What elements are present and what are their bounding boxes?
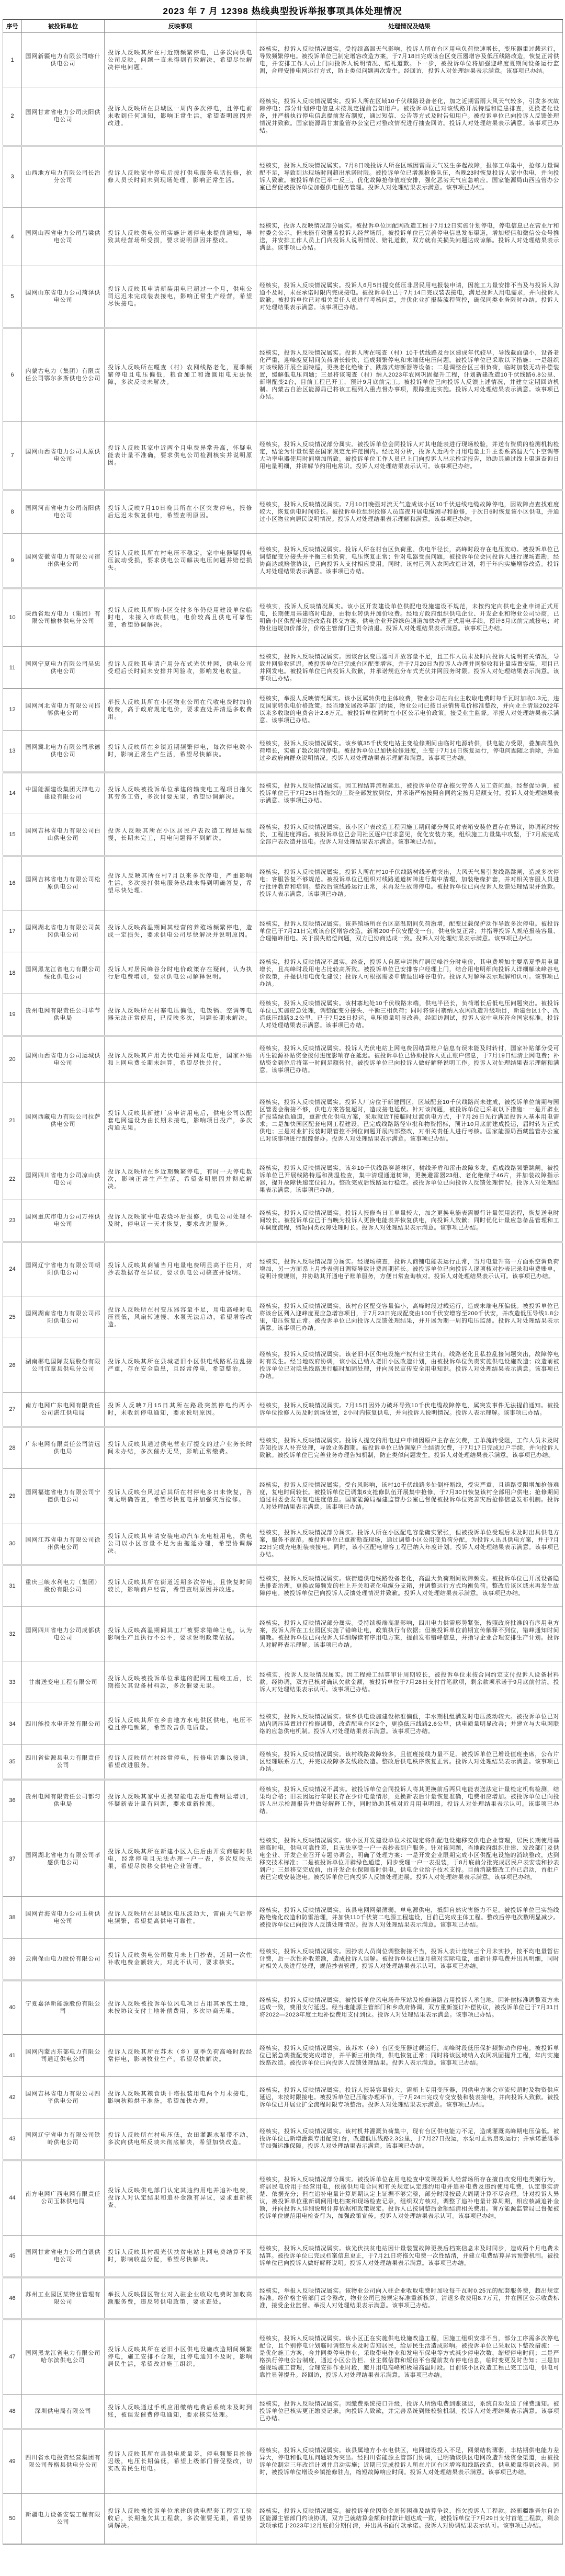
table-row <box>3 2077 563 2118</box>
handling-result: 经核实，投诉人反映情况属实。该县电网网架薄弱，单电源供电，抵御自然灾害能力不足。被投诉单位已实施线路绝缘化改造和防雷治理，并加快110千伏第二电源工程建设，目前已完成主体工程。整改后停电次数明显减少。被投诉单位已向投诉人反馈处理情况。投诉人对处理结果表示满意。该事项已办结。 <box>256 1897 563 1939</box>
row-serial-number: 49 <box>3 2429 22 2494</box>
row-serial-number: 42 <box>3 2077 22 2118</box>
handling-result: 经核实，投诉人反映情况属实。该村机井灌溉负荷集中，现有台区供电能力不足，造成灌溉高峰期电压偏低。被投诉单位已新增灌溉专用配变1台，改造低压线路2.3公里，于7月27日投运，水泵可正常启动运行；并承诺灌溉季节加强运维保障。投诉人对处理结果表示满意。该事项已办结。 <box>256 2118 563 2160</box>
table-row <box>3 1980 563 2035</box>
handling-result: 经核实，投诉人反映情况属实。该小区开发建设单位供配电设施建设不规范，未按约定向供电企业申请正式用电，长期使用基建临时电源，由物业转供并加价收费。经地方政府组织供电企业、开发企业和物业公司协商，已明确小区供配电设施改造和移交方案，供电企业开辟绿色通道加快办理正式用电手续，预计8月底前完成接电；对物业违规加价部分，价格主管部门已责令清退。投诉人对处理结果表示满意。该事项已办结。 <box>256 588 563 647</box>
table-row <box>3 208 563 266</box>
handling-result: 经核实，投诉人反映情况部分属实。被投诉单位会同投诉人对其电能表进行现场校验，并送有资质的检测机构检定，结论为计量误差在国家规定允许范围内。经比对分析，投诉人近两个月用电量上升主要系高温天气下空调等大功率电器使用时间增加所致。被投诉单位工作人员已上门向投诉人出示检定报告，协助其通过线上渠道查询日用电量明细，并讲解节约用电常识。投诉人对处理结果表示认可。该事项已办结。 <box>256 422 563 490</box>
issue-description: 投诉人反映供电公司数月未上门抄表，近期一次性补收电费金额较大，对此不认可，要求核实。 <box>105 1939 256 1980</box>
table-row <box>3 994 563 1036</box>
complained-unit: 国网山西省电力公司吕梁供电公司 <box>22 208 105 266</box>
table-row <box>3 1661 563 1703</box>
table-row <box>3 2160 563 2236</box>
issue-description: 投诉人反映其所在小区居民户表改造工程进展缓慢，长期未完工，用电问题得不到解决。 <box>105 814 256 856</box>
page-title: 2023 年 7 月 12398 热线典型投诉举报事项具体处理情况 <box>163 6 402 16</box>
row-serial-number: 31 <box>3 1565 22 1607</box>
handling-result: 经核实，投诉人反映情况属实。投诉人提交的用电过户申请因原户主存在欠费，工单流转受阻，工作人员未及时告知投诉人补充处理，导致业务超期。被投诉单位已协调原户主结清欠费，于7月17日完成过户手续，并向投诉人致歉。被投诉单位已完善业务办理告知机制，防止类似问题发生。投诉人对处理结果表示满意。该事项已办结。 <box>256 1427 563 1469</box>
table-row <box>3 1821 563 1897</box>
row-serial-number: 12 <box>3 689 22 731</box>
handling-result: 经核实，投诉人反映情况属实。7月8日晚投诉人所在区域因雷雨天气发生多起故障，报修工单集中，抢修力量调配不足，导致到达现场时间超出承诺时限。被投诉单位已增派抢修队伍，当晚23时恢复投诉人家中供电，并向投诉人致歉。被投诉单位已举一反三，优化故障抢修值班安排，强化恶劣天气应急响应。国家能源局山西监管办公室已督促被投诉单位加强供电服务管理。投诉人对处理结果表示满意。该事项已办结。 <box>256 146 563 208</box>
row-serial-number: 2 <box>3 87 22 146</box>
handling-result: 经核实，投诉人反映情况部分属实。经现场核查，投诉人商铺电能表运行正常，当月电量升高一方面系空调负荷增加，另一方面系上月抄表例日调整导致计费周期延长。被投诉单位已向投诉人逐项核对抄表记录和电费账单，说明计费规则，并协助其开通电子账单服务，方便日常查询核对。投诉人对处理结果表示认可。该事项已办结。 <box>256 1242 563 1296</box>
handling-result: 经核实，投诉人反映情况属实。被投诉单位风电场升压站及检修道路占用投诉人承包地，因补偿标准调整双方未达成一致，费用支付延迟。经当地能源主管部门和乡政府协调，双方重新签订补偿协议，被投诉单位已于7月31日将2022—2023年度土地补偿费用支付到位。投诉人对处理结果表示满意。该事项已办结。 <box>256 1980 563 2035</box>
row-serial-number: 29 <box>3 1469 22 1523</box>
complained-unit: 国网吉林省电力有限公司松原供电公司 <box>22 856 105 910</box>
issue-description: 投诉人反映其所在街道近期多次停电，且恢复时间较长，影响商户经营，希望查明原因并改进。 <box>105 1565 256 1607</box>
handling-result: 经核实，投诉人反映情况属实。因工程竣工结算审计周期较长，被投诉单位未按合同约定支付投诉人设备材料款。经协调，双方已核对确认欠款金额，被投诉单位于7月28日支付首笔款项，剩余款项承诺于9月底前付清。投诉人对处理结果表示认可。该事项已办结。 <box>256 1661 563 1703</box>
row-serial-number: 44 <box>3 2160 22 2236</box>
table-row <box>3 328 563 422</box>
handling-result: 经核实，投诉人反映情况属实。投诉人所在村10千伏线路树线矛盾突出，大风天气易引发线路跳闸，造成多次停电；客服答复不够规范。被投诉单位已组织对线路通道树障进行集中清理，加装绝缘护套，并对相关客服人员进行批评教育和培训。整改后该线路运行正常，未再发生故障停电。被投诉单位已向投诉人反馈处理结果并致歉。投诉人表示满意。该事项已办结。 <box>256 856 563 910</box>
handling-result: 经核实，投诉人反映情况属实。因缴费系统接口升级，投诉人所缴电费到账延迟，系统自动发送了催费通知。被投诉单位已核实更正缴费记录，向投诉人致歉，并完善系统到账校验机制。投诉人对处理结果表示满意。该事项已办结。 <box>256 2395 563 2429</box>
complained-unit: 南方电网广西电网有限责任公司玉林供电局 <box>22 2160 105 2236</box>
table-row <box>3 1780 563 1821</box>
column-header-issue: 反映事项 <box>105 19 256 33</box>
handling-result: 经核实，投诉人反映情况不属实。经查，投诉人自愿申请执行居民峰谷分时电价，其电费增加主要系夏季用电量增长，且高峰时段用电占比较高所致。被投诉单位已安排客户经理上门，结合用电明细向投诉人详细解读峰谷电价政策，并提供用电优化建议；投诉人可根据需要申请退出峰谷电价。投诉人对解释表示理解和认可。该事项已办结。 <box>256 952 563 994</box>
table-row <box>3 1565 563 1607</box>
complained-unit: 四川省水电投资经营集团有限公司普格县供电分公司 <box>22 2429 105 2494</box>
table-row <box>3 2429 563 2494</box>
issue-description: 举报人反映园区物业对入驻企业收取电费时加收高额服务费，违反转供电政策，要求查处。 <box>105 2277 256 2319</box>
row-serial-number: 43 <box>3 2118 22 2160</box>
complained-unit: 南方电网广东电网有限责任公司湛江供电局 <box>22 1393 105 1427</box>
table-row <box>3 266 563 328</box>
complained-unit: 陕西省地方电力（集团）有限公司榆林供电分公司 <box>22 588 105 647</box>
handling-result: 经核实，投诉人反映情况属实。该乡镇35千伏变电站主变检修期间由临时电源转供，供电能力受限，叠加高温负荷增长，实施了数次限荷停电。被投诉单位已加快检修进度，主变于7月16日恢复运行，停电问题随之消除，并通过乡政府向群众说明情况。投诉人对处理结果表示理解和满意。该事项已办结。 <box>256 731 563 772</box>
row-serial-number: 5 <box>3 266 22 328</box>
handling-result: 经核实，投诉人反映情况属实。该小区开发建设单位未按规定将供配电设施移交供电企业管理，居民长期使用基建临时电，供电可靠性差，且无法享受一户一表抄表到户服务。针对该问题，当地政府组织住建、发改部门及供电企业、开发企业召开专题协调会，明确了处理方案：一是开发企业限期完成小区供配电设施的消缺整改，达到移交技术标准；二是被投诉单位开辟绿色通道，同步受理一户一表报装，于8月底前分批完成居民户表安装和抄表到户；三是移交完成前，由开发企业保障临时供电，供电企业给予技术支持。目前消缺整改工作已启动，首批户表已完成安装送电。被投诉单位已向投诉人反馈处理进展。投诉人对处理结果表示满意。该事项已办结。 <box>256 1821 563 1897</box>
issue-description: 投诉人反映所在村变压器容量不足，用电高峰时电压很低，风扇转速慢、水泵无法启动，希望增容改造。 <box>105 1296 256 1338</box>
issue-description: 投诉人反映其所在苏木（乡）夏季负荷高峰时段经常停电，影响牧业生产，希望尽快解决。 <box>105 2035 256 2077</box>
issue-description: 投诉人反映所在村经常停电，报修电话难以接通，希望改进服务。 <box>105 1745 256 1780</box>
row-serial-number: 26 <box>3 1338 22 1393</box>
issue-description: 投诉人反映高温期间其经营的养殖场频繁停电，造成一定损失，要求供电公司尽快解决并说明原因。 <box>105 910 256 952</box>
issue-description: 举报人反映其所在小区物业公司在代收电费时加价收费，高于政府规定电价，要求查处并清退多收费用。 <box>105 689 256 731</box>
complained-unit: 国网冀北电力有限公司承德供电公司 <box>22 731 105 772</box>
handling-result: 经核实，投诉人反映情况不属实。被投诉单位会同投诉人将其更换前后两只电能表送法定计量检定机构检测，结果均合格；旧表因运行年限长存在少计电量情形，更换新表后计量恢复准确，电费相应增加。被投诉单位已向投诉人出示检测报告并做好解释工作，同时协助其核对近月用电明细。投诉人对处理结果表示认可。该事项已办结。 <box>256 1780 563 1821</box>
row-serial-number: 6 <box>3 328 22 422</box>
complained-unit: 贵州电网有限责任公司毕节供电局 <box>22 994 105 1036</box>
table-row <box>3 2494 563 2544</box>
complained-unit: 国网黑龙江省电力有限公司哈尔滨供电公司 <box>22 2319 105 2395</box>
table-row <box>3 1703 563 1745</box>
row-serial-number: 20 <box>3 1036 22 1083</box>
issue-description: 投诉人反映被投诉单位风电项目占用其承包土地，未按协议支付土地补偿费用，多次协商无果。 <box>105 1980 256 2035</box>
table-row <box>3 1083 563 1158</box>
handling-result: 经核实，投诉人反映情况部分属实。投诉人所在小区配电容量确实紧张，但被投诉单位受理后未及时出具供电方案，服务不规范。被投诉单位已重新勘查现场，通过调整小区公用变负荷分配，为投诉人出具供电方案，并于7月22日完成充电桩装表接电。同时，该小区配电增容工程已纳入年度计划。投诉人对处理结果表示满意。该事项已办结。 <box>256 1523 563 1565</box>
complained-unit: 广东电网有限责任公司清远供电局 <box>22 1427 105 1469</box>
complained-unit: 国网江苏省电力有限公司徐州供电公司 <box>22 1523 105 1565</box>
issue-description: 投诉人反映所在乡近期频繁停电，有时一天停电数次，影响正常生产生活，希望查明原因并彻底解决。 <box>105 1158 256 1200</box>
table-row <box>3 1200 563 1242</box>
complained-unit: 国网吉林省电力有限公司四平供电公司 <box>22 2077 105 2118</box>
handling-result: 经核实，投诉人反映情况属实。投诉人光伏电站上网电费因结算账户信息有误未能及时转付，国家补贴部分受可再生能源补贴资金拨付进度影响存在延迟。被投诉单位已协助投诉人更正账户信息，于7月19日结清上网电费；补贴资金到位后将第一时间足额转付。被投诉单位已向投诉人做好解释说明工作。投诉人对处理结果表示理解和满意。该事项已办结。 <box>256 1036 563 1083</box>
complained-unit: 贵州电网有限责任公司都匀供电局 <box>22 1780 105 1821</box>
row-serial-number: 4 <box>3 208 22 266</box>
handling-result: 经核实，投诉人反映情况属实。投诉人报修当日工单量较大，加之更换电能表需履行计量领用流程，恢复送电时间较长。被投诉单位已于当晚为投诉人更换电能表并恢复供电，向投诉人致歉；同时优化计量应急备品管理和工单调度流程，缩短同类故障处理时长。投诉人对处理结果表示满意。该事项已办结。 <box>256 1200 563 1242</box>
row-serial-number: 16 <box>3 856 22 910</box>
handling-result: 经核实，投诉人反映情况属实。被投诉单位因资金周转困难及结算争议，拖欠投诉人工程款。经新疆维吾尔自治区能源主管部门约谈协调，双方已就结算金额和付款计划达成一致，被投诉单位于7月29日支付首笔工程款，剩余款项承诺于2023年12月底前分期付清，并出具书面付款承诺。投诉人对协调结果表示认可。该事项已办结。 <box>256 2494 563 2544</box>
row-serial-number: 38 <box>3 1897 22 1939</box>
row-serial-number: 48 <box>3 2395 22 2429</box>
row-serial-number: 9 <box>3 534 22 588</box>
complained-unit: 国网吉林省电力有限公司白山供电公司 <box>22 814 105 856</box>
row-serial-number: 24 <box>3 1242 22 1296</box>
complained-unit: 国网湖北省电力有限公司黄冈供电公司 <box>22 910 105 952</box>
issue-description: 投诉人反映其粮食烘干塔报装用电两个月未接电，影响秋粮烘干准备，希望加快办理。 <box>105 2077 256 2118</box>
row-serial-number: 1 <box>3 33 22 87</box>
row-serial-number: 35 <box>3 1745 22 1780</box>
complained-unit: 云南保山电力股份有限公司 <box>22 1939 105 1980</box>
table-row <box>3 2319 563 2395</box>
table-row <box>3 647 563 689</box>
table-row <box>3 146 563 208</box>
handling-result: 经核实，投诉人反映情况属实。该乡10千伏线路穿越林区，树线矛盾和雷击故障多发，造成线路频繁跳闸。被投诉单位已开展线路特巡和测温检查，集中清理通道树障，更换避雷器23组、老化绝缘子46片，并加装故障指示器，提升故障快速定位能力。整改完成后线路运行稳定。被投诉单位已向投诉人反馈处理情况。投诉人对处理结果表示满意。该事项已办结。 <box>256 1158 563 1200</box>
issue-description: 投诉人反映被投诉单位承建的供电配套工程完工验收后，长期拖欠其工程款，多次催要无果，希望协调解决。 <box>105 2494 256 2544</box>
issue-description: 投诉人反映所在县城区一周内多次停电，且停电前未收到任何通知，影响正常生活，希望查明原因并改进。 <box>105 87 256 146</box>
handling-result: 经核实，投诉人反映情况属实。投诉人所在嘎查（村）10千伏线路及台区建成年代较早，导线截面偏小，设备老化严重，迎峰度夏期间负荷增长较快，造成频繁停电和末端低电压问题。被投诉单位已采取以下措施：一是组织对该线路开展全面特巡，更换老化绝缘子、跌落式熔断器等设备；二是调整台区三相负荷，临时加装无功补偿装置，缓解低电压问题；三是将该嘎查（村）纳入2023年农网巩固提升工程，计划新建改造10千伏线路6.8公里、新增配变2台，目前工程已开工，预计9月底前完工。被投诉单位已向投诉人反馈上述情况，并建立定期回访机制。内蒙古自治区能源局已将该工程列入重点督办事项，跟踪推进实施。投诉人对处理结果表示满意。该事项已办结。 <box>256 328 563 422</box>
complained-unit: 国网新疆电力有限公司喀什供电公司 <box>22 33 105 87</box>
table-row <box>3 1296 563 1338</box>
row-serial-number: 39 <box>3 1939 22 1980</box>
row-serial-number: 41 <box>3 2035 22 2077</box>
row-serial-number: 18 <box>3 952 22 994</box>
handling-result: 经核实，投诉人反映情况属实。因该台区变压器可开放容量不足，且工作人员未及时向投诉人说明有关情况，导致并网验收延迟。被投诉单位已完成台区配变增容，并于7月20日为投诉人办理并网验收和计量装置安装，项目已并网发电。被投诉单位已向投诉人致歉，并承诺规范分布式光伏并网服务时限。投诉人对处理结果表示满意。该事项已办结。 <box>256 647 563 689</box>
issue-description: 投诉人反映供电部门认定其违约用电并追补电费，投诉人对认定结果和追补金额有异议，要求重新核查。 <box>105 2160 256 2236</box>
table-row <box>3 1897 563 1939</box>
row-serial-number: 25 <box>3 1296 22 1338</box>
complained-unit: 国网宁夏电力有限公司吴忠供电公司 <box>22 647 105 689</box>
issue-description: 投诉人反映其所在老旧小区供电设施改造期间频繁停电，施工安排不合理，且停电通知不及时，影响居民生活，希望改进施工组织。 <box>105 2319 256 2395</box>
handling-result: 经核实，投诉人反映情况属实。该街道供电线路设备老化，高温大负荷期间故障频发。被投诉单位已开展设备隐患排查治理，更换故障频发的柱上开关和老化电缆分支箱，并调整运行方式均衡负荷。整改后该区域未再发生故障停电。被投诉单位已向投诉人反馈处理情况并致歉。投诉人对处理结果表示满意。该事项已办结。 <box>256 1565 563 1607</box>
row-serial-number: 11 <box>3 647 22 689</box>
complained-unit: 国网甘肃省电力公司白银供电公司 <box>22 2236 105 2277</box>
table-row <box>3 1036 563 1083</box>
issue-description: 投诉人反映其家中近两个月电费异常升高，怀疑电能表计量不准确，要求供电公司检测核实并说明原因。 <box>105 422 256 490</box>
issue-description: 投诉人反映被投诉单位承建的配网工程竣工后，长期拖欠其设备材料款，多次催要无果。 <box>105 1661 256 1703</box>
row-serial-number: 37 <box>3 1821 22 1897</box>
issue-description: 投诉人反映所在村电压低，农田灌溉水泵带不动，多次向供电所反映未彻底解决，希望加快改造。 <box>105 2118 256 2160</box>
row-serial-number: 7 <box>3 422 22 490</box>
handling-result: 经核实，投诉人反映情况属实。该村寨地处10千伏线路末端，供电半径长，负荷增长后低电压问题突出。被投诉单位已实施应急处理，调整配变分接头、平衡三相负荷；同时将该村寨纳入农网改造升级项目，新建台区1个、改造低压线路3.2公里，已于7月28日投运，电压质量明显改善。经回访测试，投诉人家中电压符合国家标准。投诉人对处理结果表示满意。该事项已办结。 <box>256 994 563 1036</box>
row-serial-number: 15 <box>3 814 22 856</box>
complained-unit: 新疆电力设备安装工程有限公司 <box>22 2494 105 2544</box>
table-row <box>3 1338 563 1393</box>
issue-description: 投诉人反映其所购小区交付多年仍使用建设单位临时电，未接入市政供电，电价较高且供电可靠性差，希望协调解决。 <box>105 588 256 647</box>
table-row <box>3 2236 563 2277</box>
issue-description: 投诉人反映7月10日晚其所在小区突发停电，报修后迟迟未恢复供电，希望查明原因。 <box>105 490 256 534</box>
complained-unit: 山西地方电力有限公司长治分公司 <box>22 146 105 208</box>
issue-description: 投诉人反映7月15日其所在路段突然停电约两小时，未收到停电通知，要求说明原因。 <box>105 1393 256 1427</box>
row-serial-number: 17 <box>3 910 22 952</box>
row-serial-number: 47 <box>3 2319 22 2395</box>
handling-result: 经核实，投诉人反映情况属实。投诉人6月5日提交低压非居民用电报装申请，因施工力量安排不当及与投诉人沟通不及时，未在承诺时限内完成接电。被投诉单位已于7月14日完成装表接电，满足投诉人用电需求，并向投诉人致歉。被投诉单位已对相关责任人员进行考核问责，并优化业扩报装流程管控，确保同类业务限时办结。投诉人对处理结果表示满意。该事项已办结。 <box>256 266 563 328</box>
table-row <box>3 731 563 772</box>
complained-unit: 国网青海省电力公司玉树供电公司 <box>22 1897 105 1939</box>
issue-description: 投诉人反映其所在新建小区入住后由开发商临时供电，经常停电且无法办理一户一表，多次反映无果，希望尽快移交供电企业管理。 <box>105 1821 256 1897</box>
complained-unit: 国网山西省电力公司运城供电公司 <box>22 1036 105 1083</box>
issue-description: 投诉人反映家中停电后拨打供电服务电话报修，抢修人员长时间未到现场处理，影响正常生活。 <box>105 146 256 208</box>
row-serial-number: 46 <box>3 2277 22 2319</box>
issue-description: 投诉人反映家中电表烧坏后报修，供电公司处理不及时，停电近一天才恢复，要求改进服务。 <box>105 1200 256 1242</box>
complained-unit: 内蒙古电力（集团）有限责任公司鄂尔多斯供电分公司 <box>22 328 105 422</box>
table-row <box>3 1745 563 1780</box>
row-serial-number: 50 <box>3 2494 22 2544</box>
handling-result: 经核实，投诉人反映情况属实。该苏木（乡）台区变压器过载运行，高峰时段低压保护频繁动作停电。被投诉单位已紧急调拨配变完成增容，并平衡三相负荷，供电恢复正常；同时将该区域纳入农网巩固提升工程，年内实施线路改造。被投诉单位已向投诉人反馈处理结果。投诉人表示满意。该事项已办结。 <box>256 2035 563 2077</box>
issue-description: 投诉人反映其通过供电营业厅提交的过户业务长时间未办结，多次催办无果，影响正常缴费。 <box>105 1427 256 1469</box>
row-serial-number: 21 <box>3 1083 22 1158</box>
table-row <box>3 1939 563 1980</box>
handling-result: 经核实，投诉人反映情况属实。受台风影响，该村10千伏线路多处倒杆断线，受灾严重，且道路受阻增加抢修难度，复电时间较长。被投诉单位已调集6支抢修队伍开展集中抢修，于7月30日恢复该村全部用户供电；抢修期间通过村委会发布复电进度信息。国家能源局福建监管办公室已督促被投诉单位完善灾后抢修信息发布机制。投诉人对处理结果表示满意。该事项已办结。 <box>256 1469 563 1523</box>
row-serial-number: 19 <box>3 994 22 1036</box>
issue-description: 投诉人反映其新建厂房申请用电后，供电公司以配套电网建设为由长期未接电，影响项目投产，多次沟通无果。 <box>105 1083 256 1158</box>
complained-unit: 国网四川省电力公司凉山供电公司 <box>22 1158 105 1200</box>
issue-description: 投诉人反映其所在村近期频繁停电，已多次向供电公司反映，问题一直未得到有效解决，希望尽快解决停电问题。 <box>105 33 256 87</box>
complained-unit: 湖南郴电国际发展股份有限公司宜章县供电分公司 <box>22 1338 105 1393</box>
handling-result: 经核实，投诉人反映情况属实。投诉人所在区域10千伏线路设备老化，加之近期雷雨大风天气较多，引发多次故障停电；部分计划停电信息未按规定提前告知用户。被投诉单位已对该线路开展特巡和隐患排查，更换老化设备，并严格执行停电信息提前发布制度，通过短信、公告等方式及时告知用户。被投诉单位已向投诉人反馈处理情况并致歉。国家能源局甘肃监管办公室已对整改情况进行抽查回访。投诉人对处理结果表示满意。该事项已办结。 <box>256 87 563 146</box>
handling-result: 经核实，举报人反映情况属实。该物业公司向入驻企业收取电费时加收每千瓦时0.25元的配套服务费，超出规定标准。经价格主管部门责令整改，物业公司已按规定标准重新核算，清退多收费用8.7万元，并在园区公示收费标准，接受企业监督。举报人对处理结果表示满意。该事项已办结。 <box>256 2277 563 2319</box>
handling-result: 经核实，投诉人反映情况属实。该村线路故障较多，且值班接线力量不足。被投诉单位已增设值班坐席，公布片区经理联系方式，并完成故障多发线段改造。整改后供电秩序恢复正常。投诉人对处理结果表示满意。该事项已办结。 <box>256 1745 563 1780</box>
table-row <box>3 2118 563 2160</box>
table-header-row <box>3 19 563 33</box>
row-serial-number: 23 <box>3 1200 22 1242</box>
issue-description: 投诉人反映台风过后其所在村停电多日未恢复，咨询无明确答复，希望尽快复电并加强灾后抢修。 <box>105 1469 256 1523</box>
issue-description: 投诉人反映其申请新装用电已超过一个月，供电公司迟迟未完成装表接电，影响正常生产经营，希望尽快接电。 <box>105 266 256 328</box>
complained-unit: 国网四川省电力公司成都供电公司 <box>22 1607 105 1661</box>
complained-unit: 甘肃送变电工程有限公司 <box>22 1661 105 1703</box>
row-serial-number: 32 <box>3 1607 22 1661</box>
table-row <box>3 814 563 856</box>
issue-description: 投诉人反映被投诉单位承建的输变电工程项目拖欠其劳务工资，多次讨要无果，希望协调解决。 <box>105 772 256 814</box>
column-header-serial: 序号 <box>3 19 22 33</box>
issue-description: 投诉人对居民峰谷分时电价政策存在疑问，认为执行后电费增加，要求供电公司解释说明。 <box>105 952 256 994</box>
row-serial-number: 13 <box>3 731 22 772</box>
table-row <box>3 689 563 731</box>
issue-description: 投诉人反映所在乡镇近期频繁停电，每次停电数小时，影响正常生产生活，希望尽快解决。 <box>105 731 256 772</box>
handling-result: 经核实，投诉人反映情况部分属实。受持续极端高温影响，四川电力供需形势紧张，按照政府批准的有序用电方案，投诉人所在工业园区实施了错峰让电，政策执行有依据；但被投诉单位前期宣传解释不到位，错峰通知时间偏晚。被投诉单位已向投诉人详细解读有序用电方案，提前发布错峰信息，并指导企业合理安排生产计划。投诉人对解释表示理解。该事项已办结。 <box>256 1607 563 1661</box>
complained-unit: 深圳供电局有限公司 <box>22 2395 105 2429</box>
complained-unit: 中国能源建设集团天津电力建设有限公司 <box>22 772 105 814</box>
row-serial-number: 14 <box>3 772 22 814</box>
row-serial-number: 27 <box>3 1393 22 1427</box>
column-header-unit: 被投诉单位 <box>22 19 105 33</box>
complained-unit: 国网辽宁省电力有限公司铁岭供电公司 <box>22 2118 105 2160</box>
table-row <box>3 952 563 994</box>
issue-description: 投诉人反映供电公司实施计划停电未提前通知，导致其经营场所受损，要求说明原因并整改。 <box>105 208 256 266</box>
row-serial-number: 28 <box>3 1427 22 1469</box>
complaints-table <box>3 19 563 2545</box>
handling-result: 经核实，投诉人反映情况属实。该县属地方小水电供区，电网建设投入不足，网架结构薄弱，丰枯期供电能力差异大，停电和低电压问题较为突出。经四川省能源主管部门协调，已明确该供区电网改造升级资金渠道，由被投诉单位制定三年改造计划并启动实施；近期已完成投诉人所在片区台区增容和线路改造，供电质量得到改善。同时，被投诉单位增设乡镇抢修驻点，缩短故障响应时间。投诉人对处理结果表示满意。该事项已办结。 <box>256 2429 563 2494</box>
table-row <box>3 1158 563 1200</box>
row-serial-number: 33 <box>3 1661 22 1703</box>
handling-result: 经核实，投诉人反映情况属实。因工程结算流程延迟，被投诉单位存在拖欠劳务人员工资问题。经督促协调，被投诉单位已于7月25日将拖欠的工资全部发放到位，并承诺严格按照合同约定按月足额支付。投诉人对处理结果表示满意。该事项已办结。 <box>256 772 563 814</box>
issue-description: 投诉人反映通过手机应用缴纳电费后系统未及时到账，被误发催费停电通知，要求核实处理。 <box>105 2395 256 2429</box>
table-row <box>3 2395 563 2429</box>
row-serial-number: 8 <box>3 490 22 534</box>
row-serial-number: 45 <box>3 2236 22 2277</box>
row-serial-number: 36 <box>3 1780 22 1821</box>
issue-description: 投诉人反映其申请户用分布式光伏并网，供电公司受理后长时间未安排并网验收，影响发电收益。 <box>105 647 256 689</box>
handling-result: 经核实，投诉人反映情况属实。因抄表人员岗位调整衔接不当，投诉人表计连续三个月未实抄，按平均电量暂估计费，后一次性补收差额，造成投诉人误解。被投诉单位已逐月核对实际电量，重新计算电费并出具明细，同时对相关人员进行处理，规范抄表管理。投诉人对处理结果表示认可。该事项已办结。 <box>256 1939 563 1980</box>
handling-result: 经核实，投诉人反映情况属实。该老旧小区供电设施产权归业主共有，线路老化且私拉乱接问题突出，故障停电时有发生。经当地政府协调，该小区已纳入老旧小区改造计划，由被投诉单位负责实施供电设施改造；改造前被投诉单位已对隐患线路进行临时加固处理，并向居民宣传安全用电知识。投诉人对处理结果表示满意。该事项已办结。 <box>256 1338 563 1393</box>
table-row <box>3 87 563 146</box>
issue-description: 投诉人反映其所在县城老旧小区供电线路私拉乱接严重，存在安全隐患，且经常停电，希望整治。 <box>105 1338 256 1393</box>
issue-description: 投诉人反映所在村寨电压偏低，电饭锅、空调等电器无法正常使用，已反映多次，问题长期未解决。 <box>105 994 256 1036</box>
complained-unit: 四川省盐源县电力有限责任公司 <box>22 1745 105 1780</box>
row-serial-number: 22 <box>3 1158 22 1200</box>
complained-unit: 国网内蒙古东部电力有限公司通辽供电公司 <box>22 2035 105 2077</box>
handling-result: 经核实，投诉人反映情况属实。该光伏扶贫电站因计量装置故障更换后档案信息未及时同步，造成两个月电费未结算。被投诉单位已完成档案信息更正，于7月21日将拖欠电费一次性结清，并建立电费结算异常预警机制。被投诉单位已向投诉人做好解释说明。投诉人对处理结果表示满意。该事项已办结。 <box>256 2236 563 2277</box>
complained-unit: 国网辽宁省电力有限公司朝阳供电公司 <box>22 1242 105 1296</box>
table-row <box>3 2277 563 2319</box>
complained-unit: 四川能投水电开发有限公司 <box>22 1703 105 1745</box>
table-row <box>3 1427 563 1469</box>
table-row <box>3 910 563 952</box>
issue-description: 投诉人反映其村级光伏扶贫电站上网电费结算不及时，影响收益分配，希望尽快解决。 <box>105 2236 256 2277</box>
row-serial-number: 10 <box>3 588 22 647</box>
handling-result: 经核实，投诉人反映情况属实。该村台区配变容量偏小，高峰时段过载运行，造成末端电压偏低。被投诉单位已将该台区列入迎峰度夏应急增容项目，于7月23日完成配变由100千伏安增容至200千伏安，并改造低压导线1.8公里，电压恢复正常。被投诉单位已向投诉人反馈处理结果，并开展为期一周的电压监测。投诉人对处理结果表示满意。该事项已办结。 <box>256 1296 563 1338</box>
table-row <box>3 33 563 87</box>
handling-result: 经核实，投诉人反映情况属实。受持续高温天气影响，投诉人所在台区用电负荷快速增长，变压器重过载运行，导致频繁停电。被投诉单位已制定增容改造方案，于7月18日完成该台区变压器增容及低压线路改造，恢复正常供电，并安排工作人员上门向投诉人说明情况、赔礼道歉。下一步，被投诉单位将加强迎峰度夏期间设备运行监测，合理安排电网运行方式，防止类似问题再次发生。经回访，投诉人对处理结果表示满意。该事项已办结。 <box>256 33 563 87</box>
handling-result: 经核实，投诉人反映情况部分属实。被投诉单位因配网改造工程于7月12日实施计划停电，停电信息已在营业厅和村委会公示，但未能有效覆盖投诉人经营场所。被投诉单位已完善停电信息发布渠道，增加短信和微信公众号推送，并安排工作人员上门向投诉人说明情况、赔礼道歉，双方就有关损失问题达成谅解。投诉人对处理结果表示满意。该事项已办结。 <box>256 208 563 266</box>
table-row <box>3 490 563 534</box>
issue-description: 投诉人反映其所在乡由地方水电供区供电，电压不稳且停电频繁，希望改善供电质量。 <box>105 1703 256 1745</box>
row-serial-number: 30 <box>3 1523 22 1565</box>
table-row <box>3 1523 563 1565</box>
complained-unit: 国网黑龙江省电力有限公司绥化供电公司 <box>22 952 105 994</box>
issue-description: 投诉人反映其户用光伏电站并网发电后，国家补贴和上网电费长期未结算，希望尽快兑付。 <box>105 1036 256 1083</box>
table-row <box>3 1242 563 1296</box>
table-row <box>3 772 563 814</box>
complained-unit: 国网山东省电力公司菏泽供电公司 <box>22 266 105 328</box>
handling-result: 经核实，投诉人反映情况属实。投诉人报装容量较大，需新上专用变压器，因供电方案会审流转超时及物资供应延迟，未按时限接电。被投诉单位已压缩办理环节，于7月24日完成专变安装和装表接电，并向投诉人致歉。被投诉单位已开展业扩全流程时限专项整治。投诉人对处理结果表示满意。该事项已办结。 <box>256 2077 563 2118</box>
handling-result: 经核实，投诉人反映情况属实。该小区正在实施供电设施改造工程，因施工组织安排不当，部分工序需多次停电配合，且个别停电计划临时调整后未及时告知居民，给居民生活造成影响。被投诉单位已采取以下整改措施：一是优化施工方案，合并同类停电作业，采取带电作业和发电车保电等方式减少停电次数、缩短停电时间；二是严格执行停电公告制度，通过小区公告栏、业主微信群和短信平台提前发布停电信息，临时变更及时告知；三是加强现场施工管理，合理安排作业时段，避开用电高峰和极端高温时段。目前该小区改造工程已完工送电，供电可靠性显著提升。经回访，投诉人对处理结果表示满意。该事项已办结。 <box>256 2319 563 2395</box>
table-row <box>3 2035 563 2077</box>
complained-unit: 国网重庆市电力公司万州供电公司 <box>22 1200 105 1242</box>
complained-unit: 国网甘肃省电力公司庆阳供电公司 <box>22 87 105 146</box>
table-body <box>3 33 563 2544</box>
issue-description: 投诉人反映所在嘎查（村）农网线路老化，夏季频繁停电且电压偏低，粮食加工和灌溉用电无法保障，多次反映未解决。 <box>105 328 256 422</box>
column-header-result: 处理情况及结果 <box>256 19 563 33</box>
handling-result: 经核实，投诉人反映情况属实。投诉人厂房位于新建园区，区域配套10千伏线路尚未建成，被投诉单位前期与园区管委会衔接不够，供电方案答复超时，造成接电延误。针对该问题，被投诉单位已采取以下措施：一是开辟业扩报装绿色通道，重新优化供电方案，采取就近T接临时过渡供电方式，于7月26日先行满足投诉人基本用电需求；二是加快园区配套电网工程建设，已完成线路路径审批和物资招标，预计10月底前建成投运，届时转为正式供电；三是对业扩报装时限管控不到位问题开展内部整改，对相关责任人进行考核。国家能源局西藏监管办公室已对该事项进行跟踪督办。投诉人对处理结果表示满意。该事项已办结。 <box>256 1083 563 1158</box>
row-serial-number: 40 <box>3 1980 22 2035</box>
issue-description: 投诉人反映其所在村电压不稳定，家中电器疑因电压波动受损，要求供电公司解决电压问题并赔偿损失。 <box>105 534 256 588</box>
handling-result: 经核实，投诉人反映情况部分属实。被投诉单位在用电检查中发现投诉人经营场所存在擅自改变用电类别行为，将居民电价用于经营用电，依据供用电合同和有关规定认定违约用电并追补电费及违约使用电费，认定事实清楚、依据充分；但在追补电量计算周期认定上证据不够完整，部分时段按最大周期计算不尽合理。针对投诉人异议，被投诉单位重新调阅用电档案和现场检查记录，组织双方核对，调整了追补电量计算周期，相应核减追补金额，并向投诉人详细说明计算依据和政策规定。投诉人已按调整后金额结清相关费用。南方能源监管局已督促被投诉单位规范用电检查行为，加强政策宣传。投诉人对处理结果表示认可。该事项已办结。 <box>256 2160 563 2236</box>
table-row <box>3 1393 563 1427</box>
issue-description: 投诉人反映高温期间其工厂被要求错峰让电，认为影响生产且执行不公平，要求说明政策依据。 <box>105 1607 256 1661</box>
table-row <box>3 1607 563 1661</box>
complained-unit: 国网湖南省电力有限公司邵阳供电公司 <box>22 1296 105 1338</box>
complained-unit: 国网湖北省电力有限公司孝感供电公司 <box>22 1821 105 1897</box>
handling-result: 经核实，举报人反映情况属实。该小区属转供电主体收费，物业公司在向业主收取电费时每千瓦时加收0.3元，违反国家转供电价格政策。经当地发展改革部门约谈，物业公司已按目录销售电价标准整改，并向业主清退2022年以来多收取的电费合计2.6万元。被投诉单位同时在小区公示电价政策，接受业主监督。举报人对处理结果表示满意。该事项已办结。 <box>256 689 563 731</box>
issue-description: 投诉人反映所在县城区电压波动大，雷雨天气后停电频繁，希望提高供电可靠性。 <box>105 1897 256 1939</box>
issue-description: 投诉人反映其申请安装电动汽车充电桩用电，供电公司以小区容量不足为由拖延办理，希望协调解决。 <box>105 1523 256 1565</box>
complained-unit: 宁夏嘉泽新能源股份有限公司 <box>22 1980 105 2035</box>
row-serial-number: 3 <box>3 146 22 208</box>
table-row <box>3 1469 563 1523</box>
handling-result: 经核实，投诉人反映情况属实。投诉人所在村台区负荷重、供电半径长，高峰时段存在电压波动。被投诉单位已调整配变分接头并平衡三相负荷，电压恢复正常；针对电器受损问题，被投诉单位会同投诉人进行现场查勘，经协商达成赔偿协议，已向投诉人支付相应费用。同时，该村已列入农网改造计划，将于年内实施增容改造。投诉人对处理结果表示满意。该事项已办结。 <box>256 534 563 588</box>
handling-result: 经核实，投诉人反映情况属实。该养殖场所在台区高温期间负荷激增，配变过载保护动作导致多次停电。被投诉单位已于7月21日完成该台区增容改造，新增200千伏安配变一台，供电恢复正常；并指导投诉人规范报装容量、合理错峰用电。关于损失赔偿问题，双方已协商达成一致。投诉人对处理结果表示满意。该事项已办结。 <box>256 910 563 952</box>
issue-description: 投诉人反映其家中更换智能电表后电费明显增加，怀疑新表计量有问题，要求重新检测。 <box>105 1780 256 1821</box>
complained-unit: 重庆三峡水利电力（集团）股份有限公司 <box>22 1565 105 1607</box>
row-serial-number: 34 <box>3 1703 22 1745</box>
issue-description: 投诉人反映其所在县供电质量差，停电频繁且抢修迟缓，电压长期偏低，希望上级部门督促整改，切实改善民生用电。 <box>105 2429 256 2494</box>
handling-result: 经核实，投诉人反映情况属实。该乡供电设施建设标准偏低，丰水期机组满发时电压波动较大。被投诉单位已对站内调压装置进行检修调整，改造配电台区2个，更换低压线路2.6公里，供电质量明显改善；并建立与大电网联络的应急供电机制。投诉人对处理结果表示满意。该事项已办结。 <box>256 1703 563 1745</box>
table-row <box>3 534 563 588</box>
complained-unit: 苏州工业园区某物业管理有限公司 <box>22 2277 105 2319</box>
handling-result: 经核实，投诉人反映情况属实。7月15日因外力破坏导致10千伏电缆故障停电，属突发事件无法提前通知。被投诉单位抢修人员及时到场处置，2小时内恢复供电，并向投诉人说明情况。投诉人表示理解。该事项已办结。 <box>256 1393 563 1427</box>
complained-unit: 国网河南省电力公司南阳供电公司 <box>22 490 105 534</box>
handling-result: 经核实，投诉人反映情况属实。该小区户表改造工程因施工期间部分居民对表箱安装位置存在异议，协调耗时较长，工程进度滞后。被投诉单位已会同社区逐户征求意见，优化安装方案，组织施工力量集中攻坚，于7月底完成全部户表改造并送电。投诉人对处理结果表示满意。该事项已办结。 <box>256 814 563 856</box>
table-row <box>3 422 563 490</box>
handling-result: 经核实，投诉人反映情况属实。7月10日晚强对流天气造成该小区10千伏进线电缆故障停电，因故障点查找难度较大，恢复供电时间较长。被投诉单位组织抢修人员连夜开展电缆测寻和抢修，于次日6时恢复该小区供电，并通过小区物业向居民说明情况。投诉人对处理结果表示理解和满意。该事项已办结。 <box>256 490 563 534</box>
complained-unit: 国网河北省电力有限公司邯郸供电公司 <box>22 689 105 731</box>
table-row <box>3 856 563 910</box>
table-row <box>3 588 563 647</box>
issue-description: 投诉人反映其商铺当月电量电费明显高于往月，对抄表数据存在异议，要求供电公司核查并说明。 <box>105 1242 256 1296</box>
complained-unit: 国网福建省电力有限公司宁德供电公司 <box>22 1469 105 1523</box>
issue-description: 投诉人反映其所在村7月以来多次停电，严重影响生活，多次拨打供电服务热线未得到明确答复，希望尽快处理。 <box>105 856 256 910</box>
complained-unit: 国网西藏电力有限公司拉萨供电公司 <box>22 1083 105 1158</box>
complained-unit: 国网山西省电力公司太原供电公司 <box>22 422 105 490</box>
complained-unit: 国网安徽省电力有限公司宿州供电公司 <box>22 534 105 588</box>
